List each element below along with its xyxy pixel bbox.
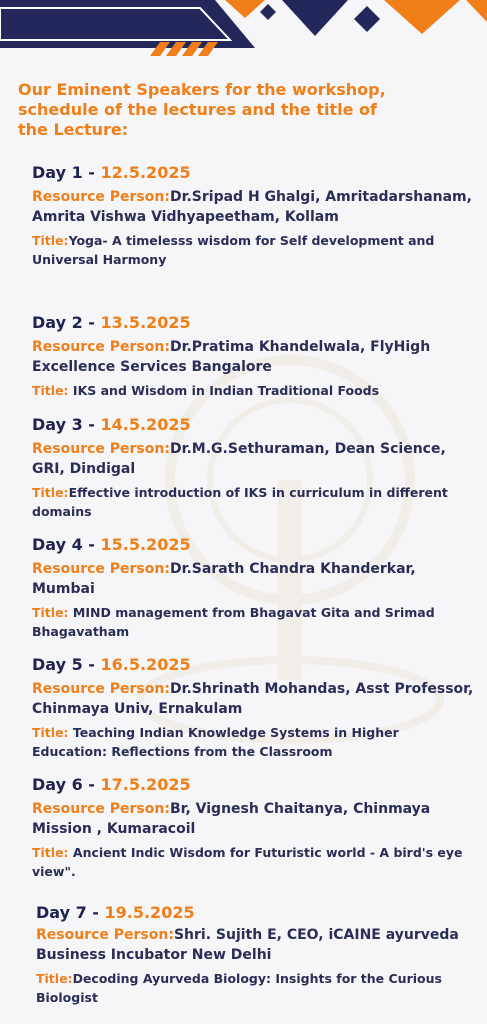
resource-person: Resource Person:Dr.Shrinath Mohandas, Asst Professor, Chinmaya Univ, Ernakulam [32,681,474,717]
navy-diamond-small [260,4,276,20]
lecture-title: Title: Teaching Indian Knowledge Systems in Higher Education: Reflections from the Classroom [32,725,399,759]
navy-diamond-large [282,0,348,36]
resource-person: Resource Person:Dr.M.G.Sethuraman, Dean Science, GRI, Dindigal [32,441,446,477]
day-entry-3 [32,415,477,521]
lecture-title: Title:Decoding Ayurveda Biology: Insights for the Curious Biologist [36,971,442,1005]
day-date: 13.5.2025 [100,313,191,332]
resource-person: Resource Person:Dr.Pratima Khandelwala, FlyHigh Excellence Services Bangalore [32,339,431,375]
navy-diamond-mid [354,6,380,32]
day-entry-7 [36,903,476,1007]
orange-triangle-left [225,0,265,18]
day-date: 14.5.2025 [100,415,191,434]
day-date: 19.5.2025 [104,903,195,922]
day-title: Day 1 - 12.5.2025 [32,163,191,182]
day-entry-5 [32,655,477,761]
orange-triangle-right [384,0,460,34]
day-date: 16.5.2025 [100,655,191,674]
day-title: Day 7 - 19.5.2025 [36,903,195,922]
day-entry-2 [32,313,477,400]
day-title: Day 6 - 17.5.2025 [32,775,191,794]
day-date: 17.5.2025 [100,775,191,794]
header-decoration [0,0,487,60]
resource-person: Resource Person:Shri. Sujith E, CEO, iCAINE ayurveda Business Incubator New Delhi [36,927,459,963]
day-date: 15.5.2025 [100,535,191,554]
day-entry-4 [32,535,477,641]
resource-person: Resource Person:Dr.Sarath Chandra Khanderkar, Mumbai [32,561,416,597]
lecture-title: Title: IKS and Wisdom in Indian Traditional Foods [32,383,380,398]
lecture-title: Title: Ancient Indic Wisdom for Futuristic world - A bird's eye view". [32,845,463,879]
day-entry-1 [32,163,477,269]
day-title: Day 3 - 14.5.2025 [32,415,191,434]
lecture-title: Title:Yoga- A timelesss wisdom for Self development and Universal Harmony [32,233,435,267]
day-title: Day 4 - 15.5.2025 [32,535,191,554]
orange-triangle-corner [466,0,487,22]
resource-person: Resource Person:Dr.Sripad H Ghalgi, Amritadarshanam, Amrita Vishwa Vidhyapeetham, Kollam [32,189,472,225]
lecture-title: Title: MIND management from Bhagavat Gita and Srimad Bhagavatham [32,605,435,639]
day-title: Day 5 - 16.5.2025 [32,655,191,674]
white-stripe [0,8,230,40]
day-date: 12.5.2025 [100,163,191,182]
day-title: Day 2 - 13.5.2025 [32,313,191,332]
resource-person: Resource Person:Br, Vignesh Chaitanya, Chinmaya Mission , Kumaracoil [32,801,431,837]
lecture-title: Title:Effective introduction of IKS in curriculum in different domains [32,485,448,519]
day-entry-6 [32,775,477,881]
page-heading: Our Eminent Speakers for the workshop, schedule of the lectures and the title of the Lecture: [18,80,386,139]
